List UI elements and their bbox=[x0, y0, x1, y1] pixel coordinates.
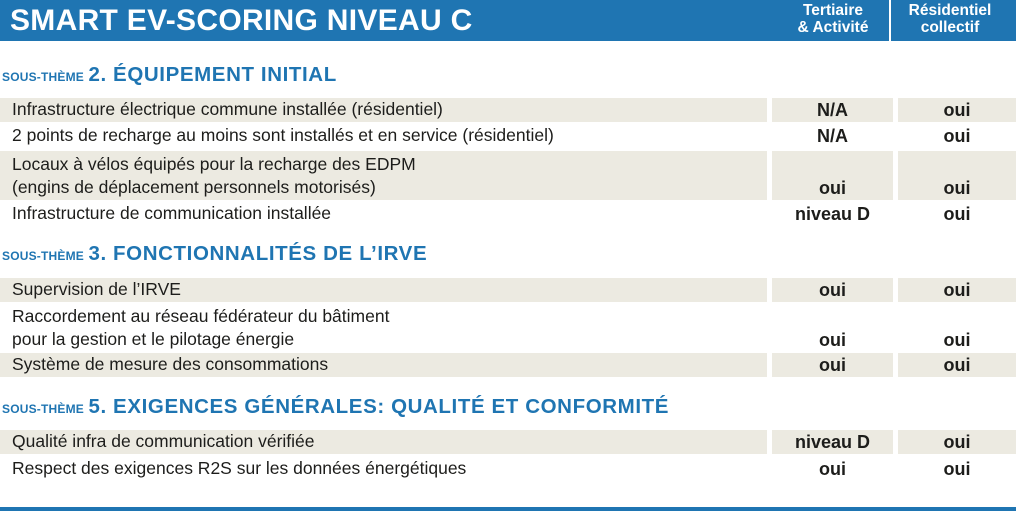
tertiaire-value: oui bbox=[819, 330, 846, 350]
tertiaire-cell bbox=[772, 98, 893, 122]
footer-divider bbox=[0, 507, 1016, 511]
row-label-cell bbox=[0, 202, 767, 226]
tertiaire-cell bbox=[772, 353, 893, 377]
section-name: 3. FONCTIONNALITÉS DE L’IRVE bbox=[88, 242, 428, 265]
section-prefix: SOUS-THÈME bbox=[2, 402, 85, 416]
table-row bbox=[0, 202, 1016, 226]
section-title-fonctionnalites bbox=[2, 242, 427, 266]
residentiel-value: oui bbox=[943, 432, 971, 452]
section-title-equipement bbox=[2, 63, 337, 87]
column-header-tertiaire: Tertiaire & Activité bbox=[797, 2, 869, 36]
row-label: Raccordement au réseau fédérateur du bâtiment pour la gestion et le pilotage énergie bbox=[12, 306, 390, 349]
residentiel-cell bbox=[898, 98, 1016, 122]
residentiel-cell bbox=[898, 278, 1016, 302]
residentiel-value: oui bbox=[943, 330, 971, 350]
residentiel-cell bbox=[898, 302, 1016, 352]
section-name: 2. ÉQUIPEMENT INITIAL bbox=[88, 63, 337, 86]
tertiaire-cell bbox=[772, 124, 893, 148]
section-prefix: SOUS-THÈME bbox=[2, 249, 85, 263]
table-row bbox=[0, 151, 1016, 200]
residentiel-value: oui bbox=[943, 178, 971, 198]
residentiel-cell bbox=[898, 124, 1016, 148]
tertiaire-value: N/A bbox=[817, 100, 848, 120]
row-label-cell bbox=[0, 430, 767, 454]
residentiel-cell bbox=[898, 353, 1016, 377]
row-label-cell bbox=[0, 457, 767, 481]
section-name: 5. EXIGENCES GÉNÉRALES: QUALITÉ ET CONFORMITÉ bbox=[88, 395, 670, 418]
tertiaire-value: N/A bbox=[817, 126, 848, 146]
tertiaire-cell bbox=[772, 151, 893, 200]
row-label-cell bbox=[0, 98, 767, 122]
row-label-cell bbox=[0, 302, 767, 352]
residentiel-value: oui bbox=[943, 280, 971, 300]
row-label: Qualité infra de communication vérifiée bbox=[12, 431, 315, 451]
row-label-cell bbox=[0, 151, 767, 200]
row-label-cell bbox=[0, 353, 767, 377]
section-title-exigences bbox=[2, 395, 669, 419]
residentiel-cell bbox=[898, 202, 1016, 226]
table-row bbox=[0, 457, 1016, 481]
section-prefix: SOUS-THÈME bbox=[2, 70, 85, 84]
tertiaire-cell bbox=[772, 278, 893, 302]
residentiel-value: oui bbox=[943, 126, 971, 146]
tertiaire-cell bbox=[772, 302, 893, 352]
residentiel-value: oui bbox=[943, 100, 971, 120]
tertiaire-cell bbox=[772, 430, 893, 454]
residentiel-cell bbox=[898, 430, 1016, 454]
row-label: Locaux à vélos équipés pour la recharge des EDPM (engins de déplacement personnels motorisés) bbox=[12, 154, 416, 197]
tertiaire-value: oui bbox=[819, 178, 846, 198]
table-row bbox=[0, 278, 1016, 302]
residentiel-cell bbox=[898, 457, 1016, 481]
tertiaire-cell bbox=[772, 457, 893, 481]
residentiel-value: oui bbox=[943, 204, 971, 224]
page-title: SMART EV-SCORING NIVEAU C bbox=[10, 4, 473, 37]
row-label: 2 points de recharge au moins sont installés et en service (résidentiel) bbox=[12, 125, 554, 145]
table-row bbox=[0, 430, 1016, 454]
row-label-cell bbox=[0, 278, 767, 302]
table-row bbox=[0, 353, 1016, 377]
tertiaire-value: oui bbox=[819, 280, 846, 300]
tertiaire-value: niveau D bbox=[794, 432, 871, 452]
residentiel-value: oui bbox=[943, 355, 971, 375]
tertiaire-value: oui bbox=[819, 459, 846, 479]
tertiaire-value: niveau D bbox=[794, 204, 871, 224]
row-label: Supervision de l’IRVE bbox=[12, 279, 181, 299]
row-label: Respect des exigences R2S sur les données énergétiques bbox=[12, 458, 467, 478]
row-label-cell bbox=[0, 124, 767, 148]
tertiaire-cell bbox=[772, 202, 893, 226]
table-row bbox=[0, 98, 1016, 122]
table-row bbox=[0, 302, 1016, 352]
row-label: Infrastructure de communication installée bbox=[12, 203, 332, 223]
column-header-residentiel: Résidentiel collectif bbox=[908, 2, 992, 36]
residentiel-value: oui bbox=[943, 459, 971, 479]
residentiel-cell bbox=[898, 151, 1016, 200]
row-label: Infrastructure électrique commune installée (résidentiel) bbox=[12, 99, 443, 119]
header-bar bbox=[0, 0, 1016, 41]
table-row bbox=[0, 124, 1016, 148]
row-label: Système de mesure des consommations bbox=[12, 354, 329, 374]
tertiaire-value: oui bbox=[819, 355, 846, 375]
